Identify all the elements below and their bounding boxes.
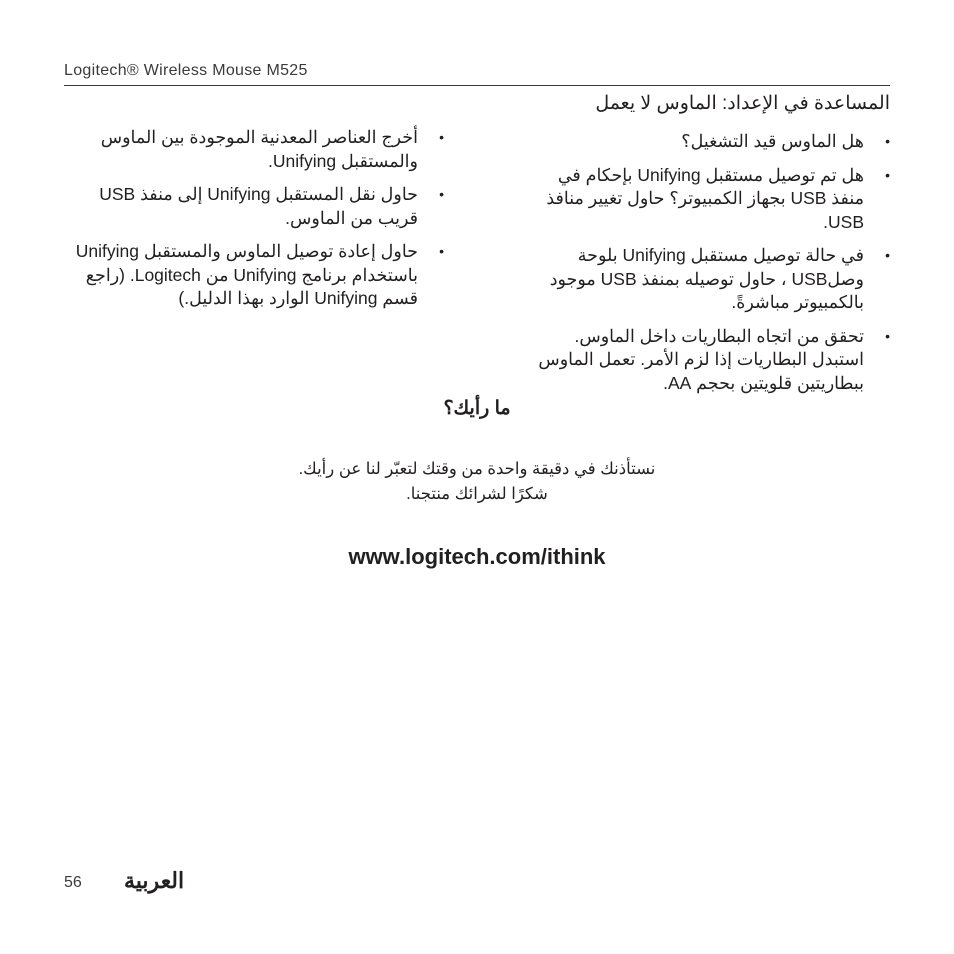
list-item	[530, 244, 890, 315]
left-bullet-list	[64, 126, 444, 311]
troubleshooting-left-column	[64, 126, 444, 321]
list-item-text: حاول نقل المستقبل Unifying إلى منفذ USB قريب من الماوس.	[99, 184, 418, 228]
list-item	[530, 130, 890, 154]
feedback-link[interactable]: www.logitech.com/ithink	[348, 544, 606, 569]
list-item-text: هل تم توصيل مستقبل Unifying بإحكام في منفذ USB بجهاز الكمبيوتر؟ حاول تغيير منافذ USB.	[546, 164, 864, 232]
list-item	[530, 325, 890, 396]
bullet-icon: •	[885, 247, 890, 263]
bullet-icon: •	[885, 166, 890, 183]
list-item	[64, 240, 444, 311]
feedback-line-1: نستأذنك في دقيقة واحدة من وقتك لتعبّر لنا عن رأيك.	[298, 460, 656, 478]
bullet-icon: •	[885, 327, 890, 344]
header-rule	[64, 85, 890, 86]
feedback-line-2: شكرًا لشرائك منتجنا.	[406, 485, 548, 503]
troubleshooting-right-column	[530, 92, 890, 405]
bullet-icon: •	[439, 243, 444, 259]
list-item-text: حاول إعادة توصيل الماوس والمستقبل Unifying باستخدام برنامج Unifying من Logitech. (راجع قسم Unifying الوارد بهذا الدليل.)	[75, 241, 418, 308]
list-item-text: أخرج العناصر المعدنية الموجودة بين الماوس والمستقبل Unifying.	[100, 127, 418, 171]
feedback-body	[0, 457, 954, 507]
page-number: 56	[64, 874, 82, 891]
right-bullet-list	[530, 130, 890, 395]
bullet-icon: •	[885, 133, 890, 149]
list-item	[530, 164, 890, 235]
list-item-text: تحقق من اتجاه البطاريات داخل الماوس. استبدل البطاريات إذا لزم الأمر. تعمل الماوس ببطاريتين قلويتين بحجم AA.	[538, 325, 864, 393]
feedback-title: ما رأيك؟	[443, 398, 511, 419]
document-header: Logitech® Wireless Mouse M525	[64, 62, 308, 79]
list-item-text: هل الماوس قيد التشغيل؟	[681, 131, 864, 151]
bullet-icon: •	[439, 129, 444, 145]
language-label: العربية	[124, 868, 185, 893]
list-item-text: في حالة توصيل مستقبل Unifying بلوحة وصلUSB ، حاول توصيله بمنفذ USB موجود بالكمبيوتر مباشرةً.	[549, 245, 864, 312]
list-item	[64, 126, 444, 173]
list-item	[64, 183, 444, 230]
section-title: المساعدة في الإعداد: الماوس لا يعمل	[595, 93, 890, 114]
bullet-icon: •	[439, 186, 444, 202]
